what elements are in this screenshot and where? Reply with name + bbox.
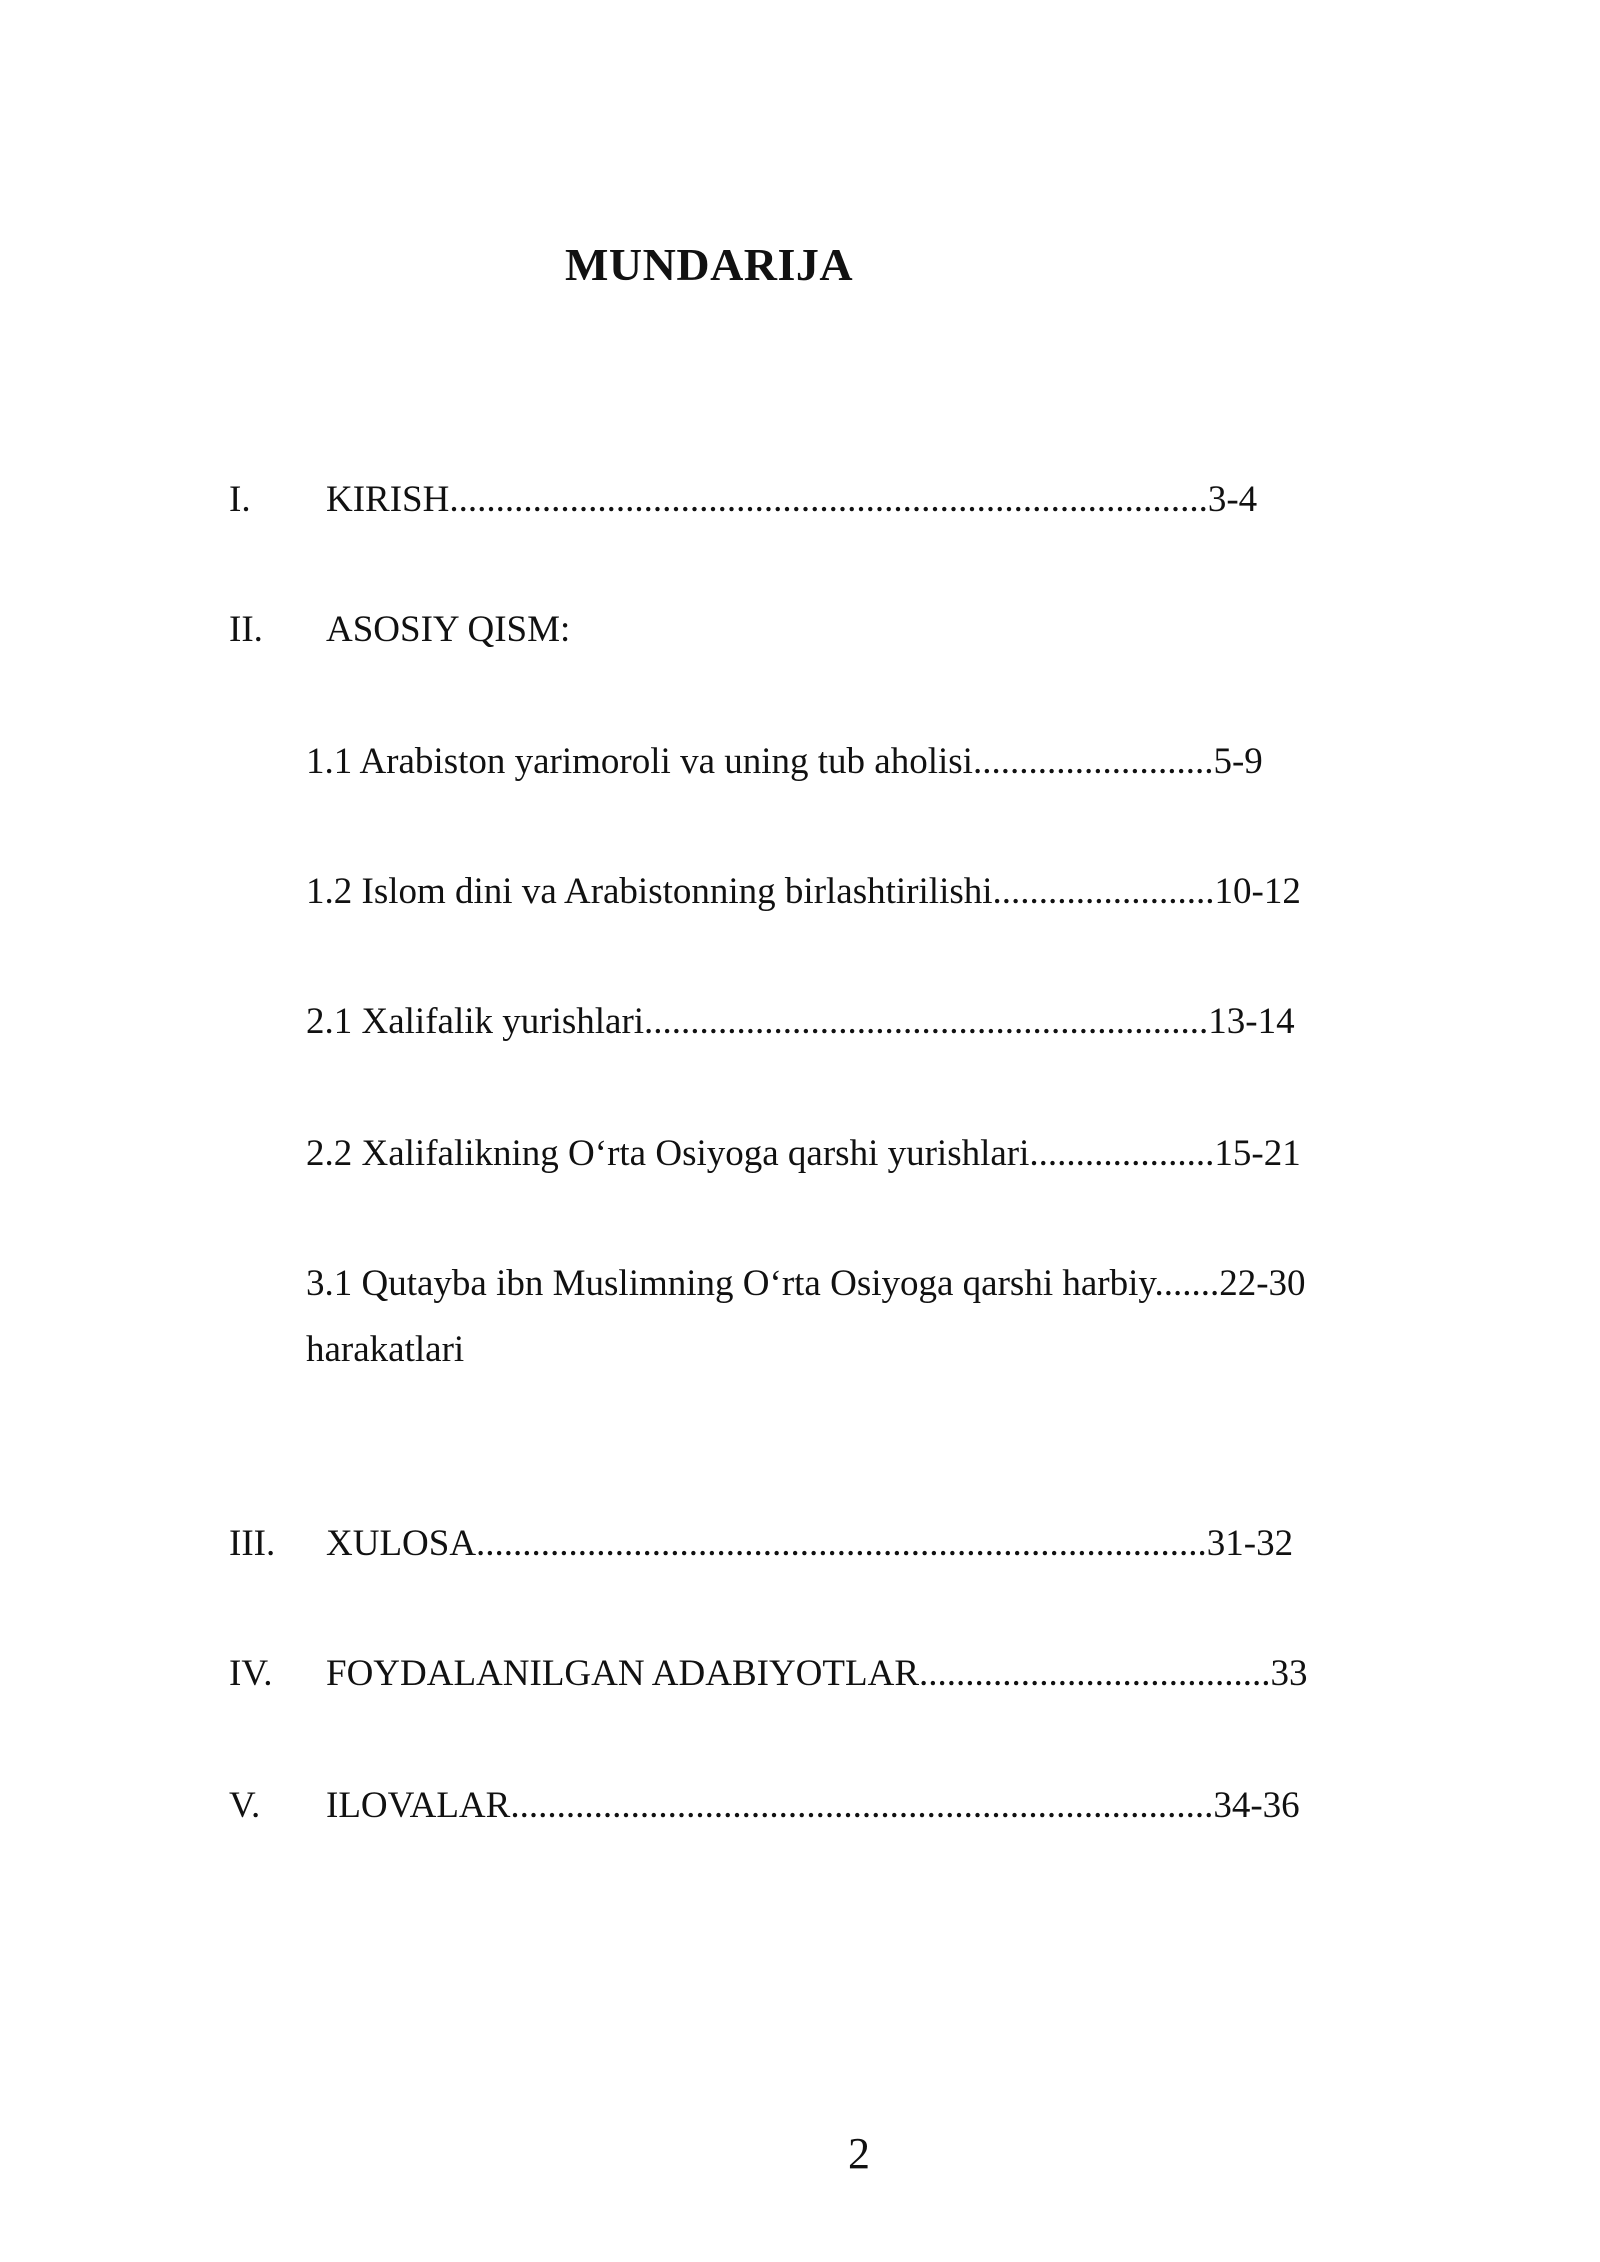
toc-entry-text: FOYDALANILGAN ADABIYOTLAR......................................33 bbox=[326, 1653, 1308, 1694]
toc-subentry-text: 3.1 Qutayba ibn Muslimning O‘rta Osiyoga qarshi harbiy.......22-30 bbox=[306, 1263, 1306, 1304]
page-title: MUNDARIJA bbox=[565, 239, 854, 290]
toc-subentry-continuation-text: harakatlari bbox=[306, 1329, 465, 1370]
toc-subentry-text: 2.2 Xalifalikning O‘rta Osiyoga qarshi yurishlari....................15-21 bbox=[306, 1133, 1301, 1174]
toc-entry-number: II. bbox=[229, 609, 263, 650]
page-number: 2 bbox=[848, 2129, 870, 2178]
toc-subentry-text: 2.1 Xalifalik yurishlari.............................................................13-14 bbox=[306, 1001, 1295, 1042]
toc-entry-number: I. bbox=[229, 479, 251, 520]
toc-entry-text: KIRISH..................................................................................3-4 bbox=[326, 479, 1258, 520]
toc-entry-text: XULOSA...............................................................................31-32 bbox=[326, 1523, 1294, 1564]
toc-entry-number: V. bbox=[229, 1785, 261, 1826]
toc-entry-text: ILOVALAR............................................................................34-36 bbox=[326, 1785, 1300, 1826]
toc-entry-text: ASOSIY QISM: bbox=[326, 609, 571, 650]
toc-entry-number: IV. bbox=[229, 1653, 273, 1694]
toc-entry-number: III. bbox=[229, 1523, 276, 1564]
toc-subentry-text: 1.2 Islom dini va Arabistonning birlashtirilishi........................10-12 bbox=[306, 871, 1301, 912]
toc-subentry-text: 1.1 Arabiston yarimoroli va uning tub aholisi..........................5-9 bbox=[306, 741, 1263, 782]
